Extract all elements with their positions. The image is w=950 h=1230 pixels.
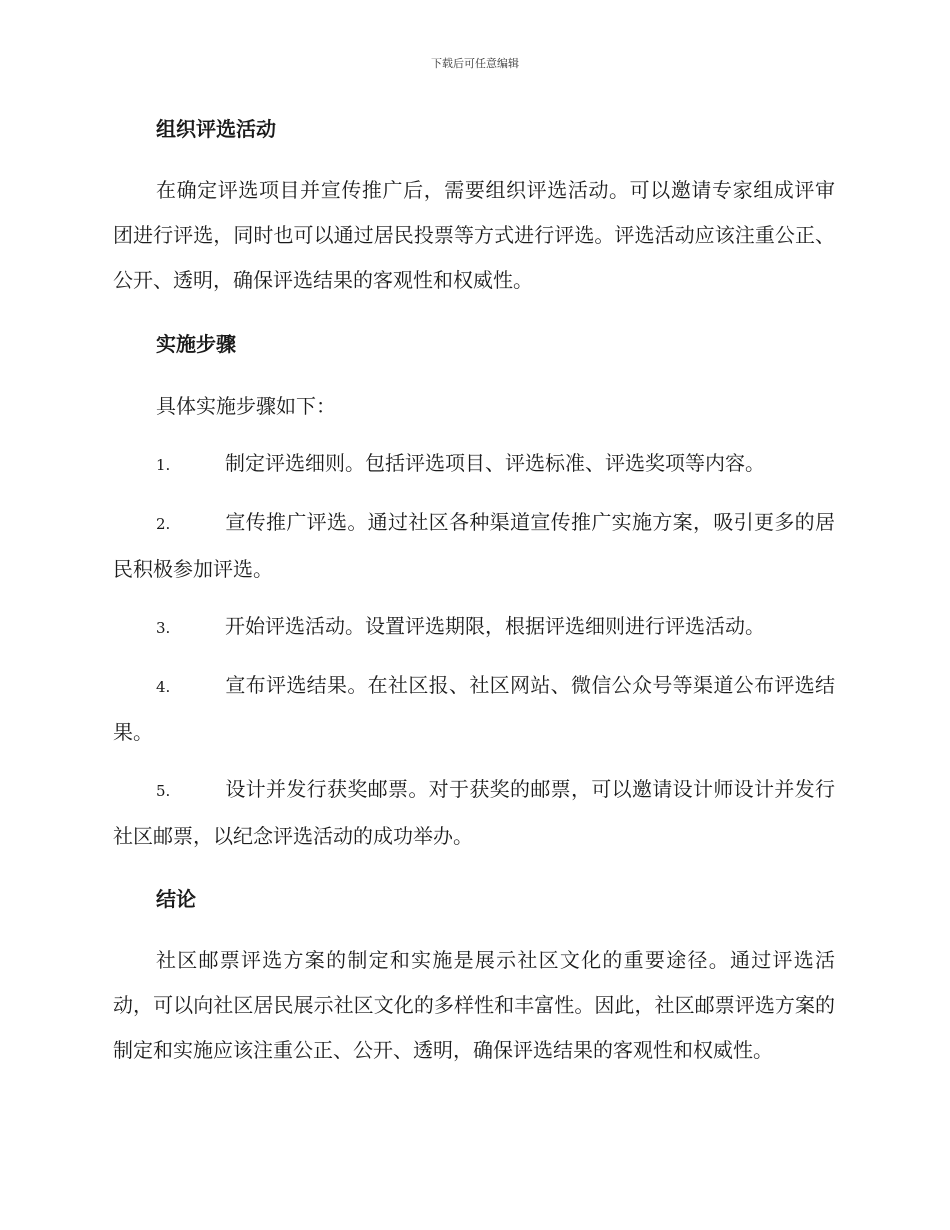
steps-list — [113, 441, 835, 859]
list-text: 设计并发行获奖邮票。对于获奖的邮票，可以邀请设计师设计并发行社区邮票，以纪念评选活动的成功举办。 — [113, 777, 835, 848]
list-item — [113, 604, 835, 651]
list-number: 3. — [156, 619, 171, 637]
document-body — [113, 112, 835, 1073]
page-header-note: 下载后可任意编辑 — [431, 57, 519, 70]
list-text: 制定评选细则。包括评选项目、评选标准、评选奖项等内容。 — [225, 451, 765, 475]
section-heading-steps: 实施步骤 — [156, 332, 236, 356]
section-heading-conclusion: 结论 — [156, 887, 196, 911]
list-item — [113, 500, 835, 592]
paragraph-organize: 在确定评选项目并宣传推广后，需要组织评选活动。可以邀请专家组成评审团进行评选，同时也可以通过居民投票等方式进行评选。评选活动应该注重公正、公开、透明，确保评选结果的客观性和权威性。 — [113, 178, 835, 292]
list-number: 4. — [156, 678, 171, 696]
list-item — [113, 767, 835, 859]
list-number: 1. — [156, 456, 171, 474]
steps-intro: 具体实施步骤如下： — [156, 394, 336, 418]
list-item — [113, 663, 835, 755]
list-text: 开始评选活动。设置评选期限，根据评选细则进行评选活动。 — [225, 614, 765, 638]
paragraph-conclusion: 社区邮票评选方案的制定和实施是展示社区文化的重要途径。通过评选活动，可以向社区居民展示社区文化的多样性和丰富性。因此，社区邮票评选方案的制定和实施应该注重公正、公开、透明，确保评选结果的客观性和权威性。 — [113, 948, 835, 1062]
list-text: 宣传推广评选。通过社区各种渠道宣传推广实施方案，吸引更多的居民积极参加评选。 — [113, 510, 835, 581]
list-number: 5. — [156, 782, 171, 800]
list-number: 2. — [156, 515, 171, 533]
list-text: 宣布评选结果。在社区报、社区网站、微信公众号等渠道公布评选结果。 — [113, 673, 835, 744]
list-item — [113, 441, 835, 488]
section-heading-organize: 组织评选活动 — [156, 117, 276, 141]
